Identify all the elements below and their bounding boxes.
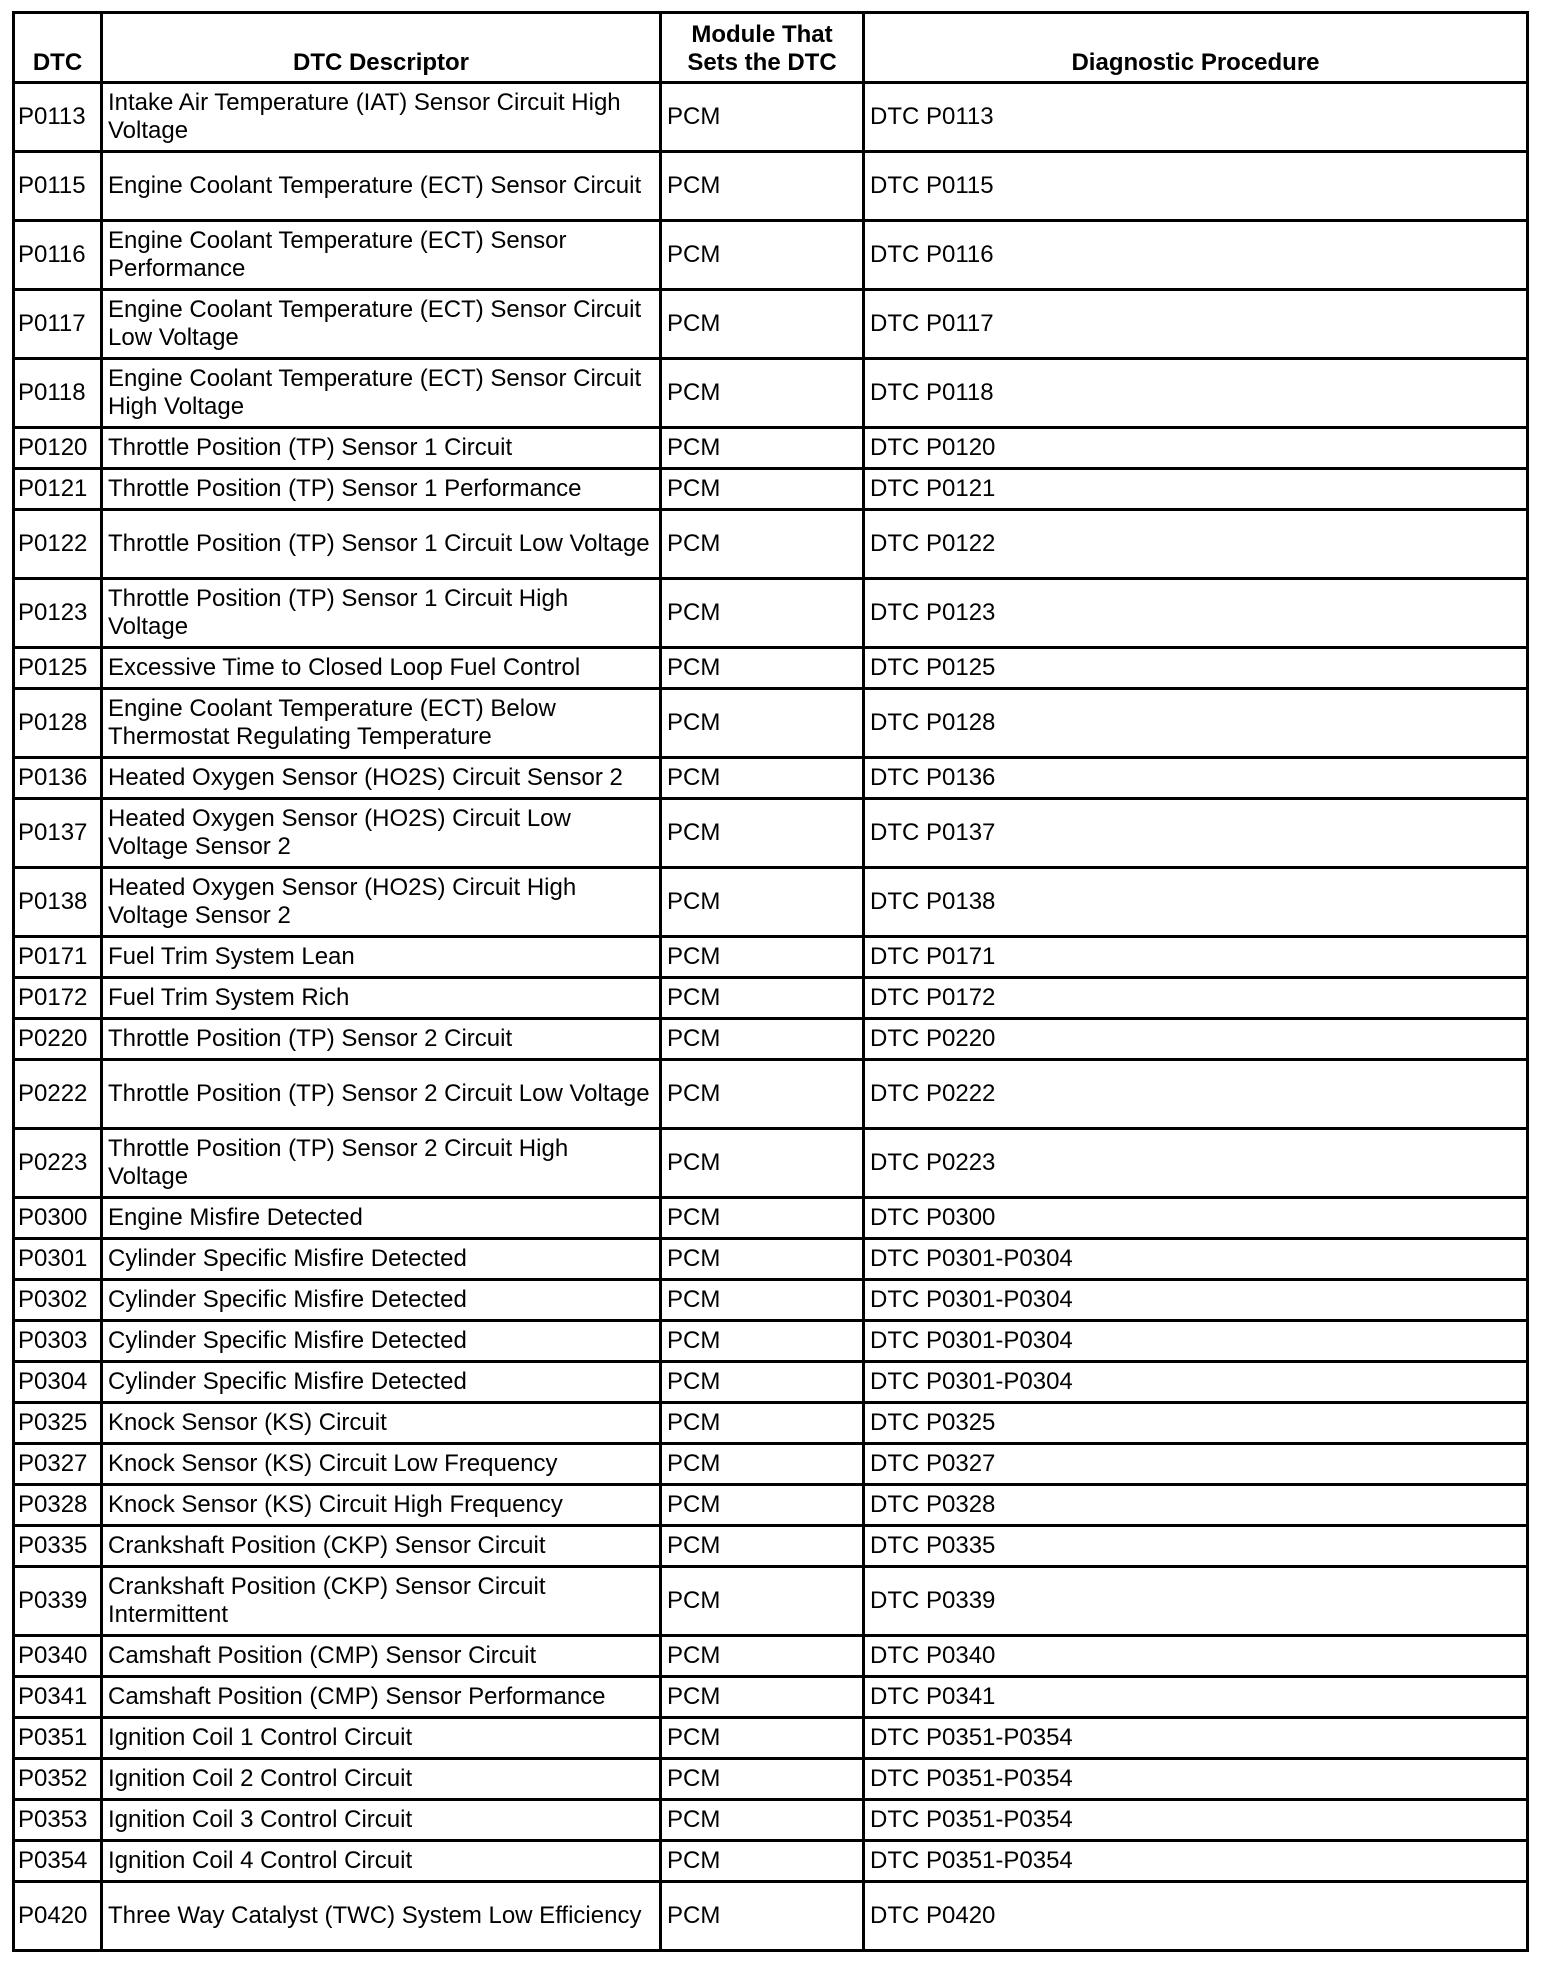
- table-row: [14, 689, 1528, 758]
- dtc-descriptor-cell: Throttle Position (TP) Sensor 1 Circuit Low Voltage: [102, 510, 661, 579]
- dtc-code-cell: P0138: [14, 868, 102, 937]
- dtc-code-cell: P0117: [14, 290, 102, 359]
- diagnostic-procedure-cell: DTC P0301-P0304: [864, 1239, 1528, 1280]
- table-row: [14, 1759, 1528, 1800]
- diagnostic-procedure-cell: DTC P0117: [864, 290, 1528, 359]
- dtc-code-cell: P0115: [14, 152, 102, 221]
- dtc-table: [12, 11, 1529, 1952]
- dtc-code-cell: P0128: [14, 689, 102, 758]
- table-body: [14, 83, 1528, 1951]
- module-cell: PCM: [661, 1759, 864, 1800]
- dtc-descriptor-cell: Throttle Position (TP) Sensor 1 Circuit: [102, 428, 661, 469]
- table-row: [14, 1239, 1528, 1280]
- dtc-descriptor-cell: Engine Coolant Temperature (ECT) Sensor Circuit Low Voltage: [102, 290, 661, 359]
- dtc-descriptor-cell: Fuel Trim System Rich: [102, 978, 661, 1019]
- table-row: [14, 1129, 1528, 1198]
- table-row: [14, 648, 1528, 689]
- dtc-code-cell: P0223: [14, 1129, 102, 1198]
- table-row: [14, 1841, 1528, 1882]
- module-cell: PCM: [661, 1321, 864, 1362]
- module-cell: PCM: [661, 221, 864, 290]
- dtc-code-cell: P0325: [14, 1403, 102, 1444]
- dtc-code-cell: P0303: [14, 1321, 102, 1362]
- module-cell: PCM: [661, 1567, 864, 1636]
- table-row: [14, 1280, 1528, 1321]
- module-cell: PCM: [661, 510, 864, 579]
- table-row: [14, 978, 1528, 1019]
- module-cell: PCM: [661, 868, 864, 937]
- module-cell: PCM: [661, 359, 864, 428]
- dtc-code-cell: P0172: [14, 978, 102, 1019]
- table-row: [14, 1718, 1528, 1759]
- dtc-code-cell: P0340: [14, 1636, 102, 1677]
- dtc-code-cell: P0171: [14, 937, 102, 978]
- dtc-code-cell: P0327: [14, 1444, 102, 1485]
- dtc-code-cell: P0118: [14, 359, 102, 428]
- dtc-descriptor-cell: Ignition Coil 4 Control Circuit: [102, 1841, 661, 1882]
- table-row: [14, 221, 1528, 290]
- table-row: [14, 1060, 1528, 1129]
- dtc-descriptor-cell: Ignition Coil 2 Control Circuit: [102, 1759, 661, 1800]
- dtc-descriptor-cell: Ignition Coil 1 Control Circuit: [102, 1718, 661, 1759]
- header-dtc: DTC: [14, 13, 102, 83]
- table-row: [14, 428, 1528, 469]
- diagnostic-procedure-cell: DTC P0340: [864, 1636, 1528, 1677]
- module-cell: PCM: [661, 937, 864, 978]
- table-row: [14, 1444, 1528, 1485]
- module-cell: PCM: [661, 1060, 864, 1129]
- header-descriptor: DTC Descriptor: [102, 13, 661, 83]
- table-row: [14, 1485, 1528, 1526]
- dtc-descriptor-cell: Heated Oxygen Sensor (HO2S) Circuit High Voltage Sensor 2: [102, 868, 661, 937]
- table-row: [14, 1019, 1528, 1060]
- table-row: [14, 1362, 1528, 1403]
- table-row: [14, 799, 1528, 868]
- diagnostic-procedure-cell: DTC P0301-P0304: [864, 1362, 1528, 1403]
- module-cell: PCM: [661, 290, 864, 359]
- diagnostic-procedure-cell: DTC P0113: [864, 83, 1528, 152]
- diagnostic-procedure-cell: DTC P0420: [864, 1882, 1528, 1951]
- header-module: [661, 13, 864, 83]
- dtc-descriptor-cell: Camshaft Position (CMP) Sensor Circuit: [102, 1636, 661, 1677]
- dtc-code-cell: P0113: [14, 83, 102, 152]
- table-row: [14, 579, 1528, 648]
- table-row: [14, 868, 1528, 937]
- dtc-code-cell: P0353: [14, 1800, 102, 1841]
- diagnostic-procedure-cell: DTC P0115: [864, 152, 1528, 221]
- table-row: [14, 1677, 1528, 1718]
- dtc-descriptor-cell: Crankshaft Position (CKP) Sensor Circuit Intermittent: [102, 1567, 661, 1636]
- module-cell: PCM: [661, 579, 864, 648]
- dtc-descriptor-cell: Throttle Position (TP) Sensor 2 Circuit Low Voltage: [102, 1060, 661, 1129]
- dtc-descriptor-cell: Three Way Catalyst (TWC) System Low Efficiency: [102, 1882, 661, 1951]
- dtc-code-cell: P0222: [14, 1060, 102, 1129]
- dtc-code-cell: P0352: [14, 1759, 102, 1800]
- diagnostic-procedure-cell: DTC P0220: [864, 1019, 1528, 1060]
- diagnostic-procedure-cell: DTC P0121: [864, 469, 1528, 510]
- module-cell: PCM: [661, 758, 864, 799]
- table-row: [14, 359, 1528, 428]
- dtc-descriptor-cell: Cylinder Specific Misfire Detected: [102, 1321, 661, 1362]
- module-cell: PCM: [661, 799, 864, 868]
- dtc-descriptor-cell: Throttle Position (TP) Sensor 1 Performance: [102, 469, 661, 510]
- dtc-code-cell: P0120: [14, 428, 102, 469]
- module-cell: PCM: [661, 428, 864, 469]
- module-cell: PCM: [661, 152, 864, 221]
- dtc-code-cell: P0335: [14, 1526, 102, 1567]
- dtc-code-cell: P0354: [14, 1841, 102, 1882]
- dtc-descriptor-cell: Crankshaft Position (CKP) Sensor Circuit: [102, 1526, 661, 1567]
- module-cell: PCM: [661, 1677, 864, 1718]
- dtc-descriptor-cell: Throttle Position (TP) Sensor 1 Circuit High Voltage: [102, 579, 661, 648]
- module-cell: PCM: [661, 1129, 864, 1198]
- diagnostic-procedure-cell: DTC P0351-P0354: [864, 1800, 1528, 1841]
- module-cell: PCM: [661, 1362, 864, 1403]
- dtc-code-cell: P0220: [14, 1019, 102, 1060]
- diagnostic-procedure-cell: DTC P0300: [864, 1198, 1528, 1239]
- dtc-descriptor-cell: Knock Sensor (KS) Circuit Low Frequency: [102, 1444, 661, 1485]
- module-cell: PCM: [661, 1019, 864, 1060]
- diagnostic-procedure-cell: DTC P0122: [864, 510, 1528, 579]
- dtc-descriptor-cell: Heated Oxygen Sensor (HO2S) Circuit Sensor 2: [102, 758, 661, 799]
- table-row: [14, 758, 1528, 799]
- diagnostic-procedure-cell: DTC P0171: [864, 937, 1528, 978]
- dtc-code-cell: P0420: [14, 1882, 102, 1951]
- dtc-descriptor-cell: Engine Coolant Temperature (ECT) Sensor Circuit: [102, 152, 661, 221]
- module-cell: PCM: [661, 1800, 864, 1841]
- table-row: [14, 83, 1528, 152]
- dtc-code-cell: P0123: [14, 579, 102, 648]
- header-module-line1: Module That: [691, 21, 833, 48]
- dtc-descriptor-cell: Excessive Time to Closed Loop Fuel Control: [102, 648, 661, 689]
- module-cell: PCM: [661, 689, 864, 758]
- diagnostic-procedure-cell: DTC P0341: [864, 1677, 1528, 1718]
- module-cell: PCM: [661, 1718, 864, 1759]
- module-cell: PCM: [661, 1485, 864, 1526]
- dtc-descriptor-cell: Knock Sensor (KS) Circuit High Frequency: [102, 1485, 661, 1526]
- table-row: [14, 1321, 1528, 1362]
- header-row: [14, 13, 1528, 83]
- diagnostic-procedure-cell: DTC P0128: [864, 689, 1528, 758]
- dtc-code-cell: P0341: [14, 1677, 102, 1718]
- table-row: [14, 1403, 1528, 1444]
- dtc-descriptor-cell: Engine Coolant Temperature (ECT) Below Thermostat Regulating Temperature: [102, 689, 661, 758]
- table-row: [14, 152, 1528, 221]
- module-cell: PCM: [661, 1403, 864, 1444]
- dtc-descriptor-cell: Heated Oxygen Sensor (HO2S) Circuit Low Voltage Sensor 2: [102, 799, 661, 868]
- dtc-descriptor-cell: Intake Air Temperature (IAT) Sensor Circuit High Voltage: [102, 83, 661, 152]
- module-cell: PCM: [661, 1526, 864, 1567]
- diagnostic-procedure-cell: DTC P0222: [864, 1060, 1528, 1129]
- dtc-descriptor-cell: Ignition Coil 3 Control Circuit: [102, 1800, 661, 1841]
- dtc-descriptor-cell: Camshaft Position (CMP) Sensor Performance: [102, 1677, 661, 1718]
- diagnostic-procedure-cell: DTC P0335: [864, 1526, 1528, 1567]
- dtc-code-cell: P0136: [14, 758, 102, 799]
- dtc-code-cell: P0125: [14, 648, 102, 689]
- table-row: [14, 1882, 1528, 1951]
- dtc-descriptor-cell: Cylinder Specific Misfire Detected: [102, 1280, 661, 1321]
- dtc-code-cell: P0122: [14, 510, 102, 579]
- module-cell: PCM: [661, 978, 864, 1019]
- diagnostic-procedure-cell: DTC P0123: [864, 579, 1528, 648]
- dtc-code-cell: P0328: [14, 1485, 102, 1526]
- diagnostic-procedure-cell: DTC P0351-P0354: [864, 1841, 1528, 1882]
- diagnostic-procedure-cell: DTC P0351-P0354: [864, 1718, 1528, 1759]
- diagnostic-procedure-cell: DTC P0351-P0354: [864, 1759, 1528, 1800]
- dtc-descriptor-cell: Engine Coolant Temperature (ECT) Sensor Performance: [102, 221, 661, 290]
- dtc-descriptor-cell: Fuel Trim System Lean: [102, 937, 661, 978]
- diagnostic-procedure-cell: DTC P0327: [864, 1444, 1528, 1485]
- table-row: [14, 1198, 1528, 1239]
- diagnostic-procedure-cell: DTC P0301-P0304: [864, 1321, 1528, 1362]
- table-row: [14, 937, 1528, 978]
- dtc-descriptor-cell: Cylinder Specific Misfire Detected: [102, 1239, 661, 1280]
- dtc-code-cell: P0116: [14, 221, 102, 290]
- module-cell: PCM: [661, 1239, 864, 1280]
- diagnostic-procedure-cell: DTC P0125: [864, 648, 1528, 689]
- module-cell: PCM: [661, 469, 864, 510]
- diagnostic-procedure-cell: DTC P0138: [864, 868, 1528, 937]
- diagnostic-procedure-cell: DTC P0137: [864, 799, 1528, 868]
- dtc-code-cell: P0351: [14, 1718, 102, 1759]
- header-procedure: Diagnostic Procedure: [864, 13, 1528, 83]
- table-row: [14, 290, 1528, 359]
- diagnostic-procedure-cell: DTC P0223: [864, 1129, 1528, 1198]
- dtc-code-cell: P0339: [14, 1567, 102, 1636]
- module-cell: PCM: [661, 1882, 864, 1951]
- dtc-descriptor-cell: Cylinder Specific Misfire Detected: [102, 1362, 661, 1403]
- diagnostic-procedure-cell: DTC P0339: [864, 1567, 1528, 1636]
- dtc-code-cell: P0304: [14, 1362, 102, 1403]
- module-cell: PCM: [661, 1280, 864, 1321]
- dtc-code-cell: P0301: [14, 1239, 102, 1280]
- dtc-descriptor-cell: Throttle Position (TP) Sensor 2 Circuit High Voltage: [102, 1129, 661, 1198]
- module-cell: PCM: [661, 1636, 864, 1677]
- header-module-line2: Sets the DTC: [687, 49, 837, 76]
- table-header: [14, 13, 1528, 83]
- module-cell: PCM: [661, 648, 864, 689]
- diagnostic-procedure-cell: DTC P0325: [864, 1403, 1528, 1444]
- dtc-code-cell: P0121: [14, 469, 102, 510]
- diagnostic-procedure-cell: DTC P0136: [864, 758, 1528, 799]
- diagnostic-procedure-cell: DTC P0118: [864, 359, 1528, 428]
- module-cell: PCM: [661, 1841, 864, 1882]
- table-row: [14, 510, 1528, 579]
- dtc-descriptor-cell: Engine Misfire Detected: [102, 1198, 661, 1239]
- dtc-descriptor-cell: Engine Coolant Temperature (ECT) Sensor Circuit High Voltage: [102, 359, 661, 428]
- table-row: [14, 1800, 1528, 1841]
- diagnostic-procedure-cell: DTC P0120: [864, 428, 1528, 469]
- module-cell: PCM: [661, 1444, 864, 1485]
- table-row: [14, 1526, 1528, 1567]
- table-row: [14, 1636, 1528, 1677]
- dtc-code-cell: P0137: [14, 799, 102, 868]
- diagnostic-procedure-cell: DTC P0116: [864, 221, 1528, 290]
- table-row: [14, 469, 1528, 510]
- table-row: [14, 1567, 1528, 1636]
- dtc-descriptor-cell: Throttle Position (TP) Sensor 2 Circuit: [102, 1019, 661, 1060]
- diagnostic-procedure-cell: DTC P0301-P0304: [864, 1280, 1528, 1321]
- dtc-code-cell: P0300: [14, 1198, 102, 1239]
- module-cell: PCM: [661, 83, 864, 152]
- module-cell: PCM: [661, 1198, 864, 1239]
- dtc-code-cell: P0302: [14, 1280, 102, 1321]
- diagnostic-procedure-cell: DTC P0328: [864, 1485, 1528, 1526]
- diagnostic-procedure-cell: DTC P0172: [864, 978, 1528, 1019]
- dtc-descriptor-cell: Knock Sensor (KS) Circuit: [102, 1403, 661, 1444]
